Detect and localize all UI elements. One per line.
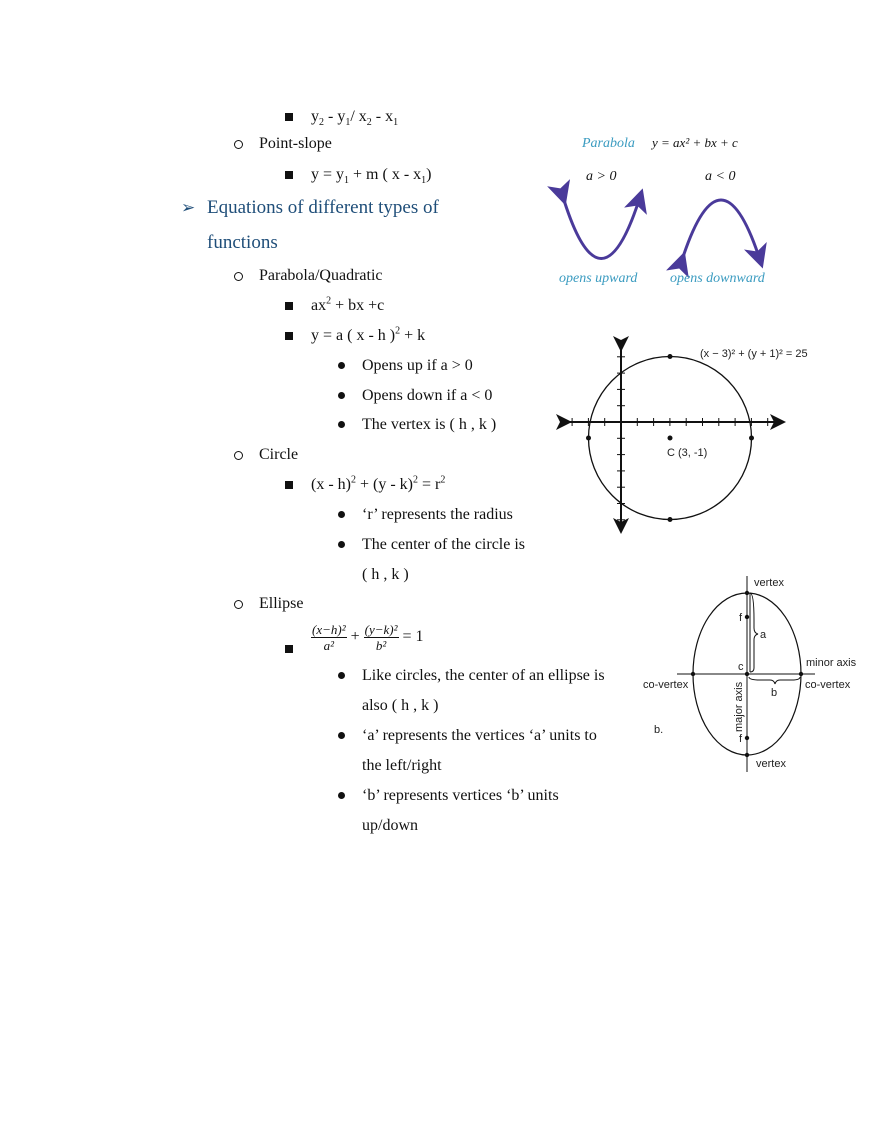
focus-top-point	[745, 615, 749, 619]
point-slope-label: Point-slope	[259, 135, 332, 152]
minor-axis-label: minor axis	[806, 657, 857, 669]
center-label: C (3, -1)	[667, 447, 708, 459]
b-label: b	[771, 687, 778, 699]
section-heading-cont: functions	[207, 232, 278, 253]
opens-upward-label: opens upward	[559, 271, 638, 286]
a-note: ‘a’ represents the vertices ‘a’ units to	[362, 727, 597, 744]
b-note-cont: up/down	[362, 817, 418, 834]
opens-downward-label: opens downward	[670, 271, 765, 286]
point-slope-formula: $y = y_1 + m$ ( x - $x_1$)	[311, 166, 432, 187]
a-negative-label: a < 0	[705, 169, 736, 184]
ellipse-diagram	[643, 576, 857, 772]
slope-formula: $y_2 - y_1/$ $x_2 - x_1$	[311, 108, 399, 129]
ellipse-label: Ellipse	[259, 595, 304, 612]
circle-graph	[566, 346, 808, 528]
parabola-formula: y = ax² + bx + c	[652, 135, 738, 150]
section-heading: Equations of different types of	[207, 197, 439, 218]
c-label: c	[738, 661, 744, 673]
arrow-bullet-icon: ➢	[181, 198, 196, 217]
major-axis-label: major axis	[733, 681, 745, 732]
center-point	[668, 436, 673, 441]
vertex-bottom-label: vertex	[756, 758, 786, 770]
circle-label: Circle	[259, 446, 299, 463]
right-point	[749, 436, 754, 441]
a-positive-label: a > 0	[586, 169, 617, 184]
vertex-top-label: vertex	[754, 577, 784, 589]
parabola-label: Parabola/Quadratic	[259, 267, 383, 284]
b-brace	[749, 677, 800, 684]
focus-top-label: f	[739, 612, 743, 624]
b-note: ‘b’ represents vertices ‘b’ units	[362, 787, 559, 804]
ellipse-center-note-cont: also ( h , k )	[362, 697, 439, 714]
vertex-is: The vertex is ( h , k )	[362, 416, 497, 433]
figure-label: b.	[654, 724, 664, 736]
vertex-bottom-point	[745, 753, 749, 757]
circle-equation: $(x - h)^2 + (y - k)^2 = r^2$	[311, 474, 446, 493]
covertex-left-label: co-vertex	[643, 679, 689, 691]
circle-equation-label: (x − 3)² + (y + 1)² = 25	[700, 348, 808, 360]
downward-parabola	[682, 200, 760, 260]
ellipse-equation: $\frac{\text{(x−h)²}}{\text{a²}}$ + $\frac{\text{(y−k)²}}{\text{b²}}$ = 1	[312, 622, 424, 653]
center-note-cont: ( h , k )	[362, 566, 409, 583]
parabola-vertex-form: y = a ( x - h )$^2$ + k	[311, 325, 426, 344]
focus-bottom-label: f	[739, 733, 743, 745]
opens-up: Opens up if a > 0	[362, 357, 473, 374]
center-note: The center of the circle is	[362, 536, 526, 553]
upward-parabola	[563, 197, 640, 259]
vertex-top-point	[745, 591, 749, 595]
covertex-right-label: co-vertex	[805, 679, 851, 691]
center-point	[745, 672, 749, 676]
radius-note: ‘r’ represents the radius	[362, 506, 513, 523]
left-point	[586, 436, 591, 441]
a-brace	[750, 593, 758, 672]
top-point	[668, 354, 673, 359]
parabola-title: Parabola	[582, 136, 635, 151]
opens-down: Opens down if a < 0	[362, 387, 493, 404]
focus-bottom-point	[745, 736, 749, 740]
ellipse-center-note: Like circles, the center of an ellipse is	[362, 667, 605, 684]
parabola-standard-form: $ax^2$ + bx +c	[311, 295, 385, 314]
a-label: a	[760, 629, 767, 641]
a-note-cont: the left/right	[362, 757, 442, 774]
bottom-point	[668, 517, 673, 522]
covertex-left-point	[691, 672, 695, 676]
covertex-right-point	[799, 672, 803, 676]
